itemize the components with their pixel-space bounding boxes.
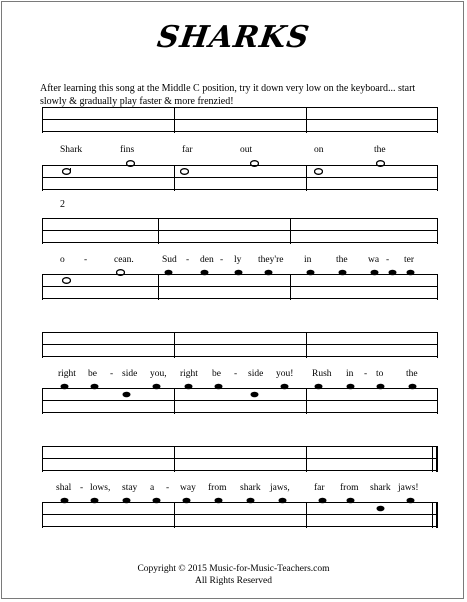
rights-line: All Rights Reserved [194,576,273,586]
note-head [346,383,355,390]
lyric-word: - [220,255,224,265]
note-head [406,497,415,504]
note-head [408,383,417,390]
lyric-word: ly [234,255,242,265]
note-head [214,497,223,504]
note-head [180,168,189,175]
lyric-word: you! [276,369,294,379]
note-head [264,269,273,276]
measure-number: 2 [60,199,65,210]
note-head [246,497,255,504]
lyrics-line [42,145,438,159]
lyric-word: jaws, [270,483,290,493]
lyric-word: in [304,255,312,265]
lyric-word: jaws! [398,483,419,493]
note-head [370,269,379,276]
lyric-word: the [336,255,348,265]
note-head [62,277,71,284]
lyric-word: Rush [312,369,332,379]
lyric-word: lows, [90,483,111,493]
lyric-word: - [80,483,84,493]
note-head [338,269,347,276]
note-head [278,497,287,504]
lyric-word: right [180,369,198,379]
lyric-word: side [122,369,138,379]
note-staff [42,388,438,414]
note-staff [42,165,438,191]
copyright-line: Copyright © 2015 Music-for-Music-Teachers.com [137,564,330,574]
note-head [90,497,99,504]
note-head [346,497,355,504]
note-head [200,269,209,276]
lyric-word: way [180,483,196,493]
lyric-word: from [208,483,227,493]
lyrics-line [42,369,438,383]
note-head [164,269,173,276]
note-head [152,383,161,390]
note-head [122,391,131,398]
lyric-word: - [166,483,170,493]
intro-text: After learning this song at the Middle C position, try it down very low on the keyboard... start slowly & gradually play faster & more frenzied! [40,83,416,107]
lyric-word: - [110,369,114,379]
note-head [116,269,125,276]
rhythm-staff [42,332,438,358]
lyric-word: stay [122,483,138,493]
note-head [60,383,69,390]
lyric-word: shark [240,483,261,493]
note-head [376,505,385,512]
lyric-word: Shark [60,145,83,155]
lyric-word: shal [56,483,72,493]
lyric-word: in [346,369,354,379]
lyric-word: you, [150,369,167,379]
lyrics-line [42,255,438,269]
lyric-word: right [58,369,76,379]
lyric-word: the [374,145,386,155]
note-head [314,383,323,390]
lyric-word: - [84,255,88,265]
note-head [314,168,323,175]
lyric-word: - [234,369,238,379]
note-head [280,383,289,390]
page-title: SHARKS [155,20,312,55]
note-head [388,269,397,276]
lyric-word: side [248,369,264,379]
lyric-word: from [340,483,359,493]
lyric-word: wa [368,255,380,265]
lyric-word: far [314,483,325,493]
note-staff [42,274,438,300]
note-head [152,497,161,504]
lyric-word: - [186,255,190,265]
lyric-word: out [240,145,253,155]
note-head [406,269,415,276]
note-head [182,497,191,504]
lyric-word: shark [370,483,391,493]
lyric-word: ter [404,255,415,265]
lyric-word: a [150,483,155,493]
lyric-word: they're [258,255,284,265]
lyric-word: Sud [162,255,177,265]
lyric-word: to [376,369,384,379]
lyric-word: the [406,369,418,379]
note-head [60,497,69,504]
rhythm-staff [42,446,438,472]
lyric-word: o [60,255,65,265]
note-head [214,383,223,390]
rhythm-staff [42,107,438,133]
note-head [122,497,131,504]
lyric-word: far [182,145,193,155]
note-staff [42,502,438,528]
lyric-word: fins [120,145,135,155]
note-head [184,383,193,390]
note-head [376,383,385,390]
note-head [250,160,259,167]
lyrics-line [42,483,438,497]
note-head [376,160,385,167]
lyric-word: be [88,369,97,379]
note-head [306,269,315,276]
rhythm-staff [42,218,438,244]
note-head [250,391,259,398]
note-head [62,168,71,175]
note-head [90,383,99,390]
lyric-word: on [314,145,324,155]
copyright-footer [0,563,467,587]
lyric-word: - [386,255,390,265]
note-head [126,160,135,167]
lyric-word: be [212,369,221,379]
lyric-word: cean. [114,255,134,265]
note-head [234,269,243,276]
lyric-word: den [200,255,214,265]
note-head [318,497,327,504]
lyric-word: - [364,369,368,379]
